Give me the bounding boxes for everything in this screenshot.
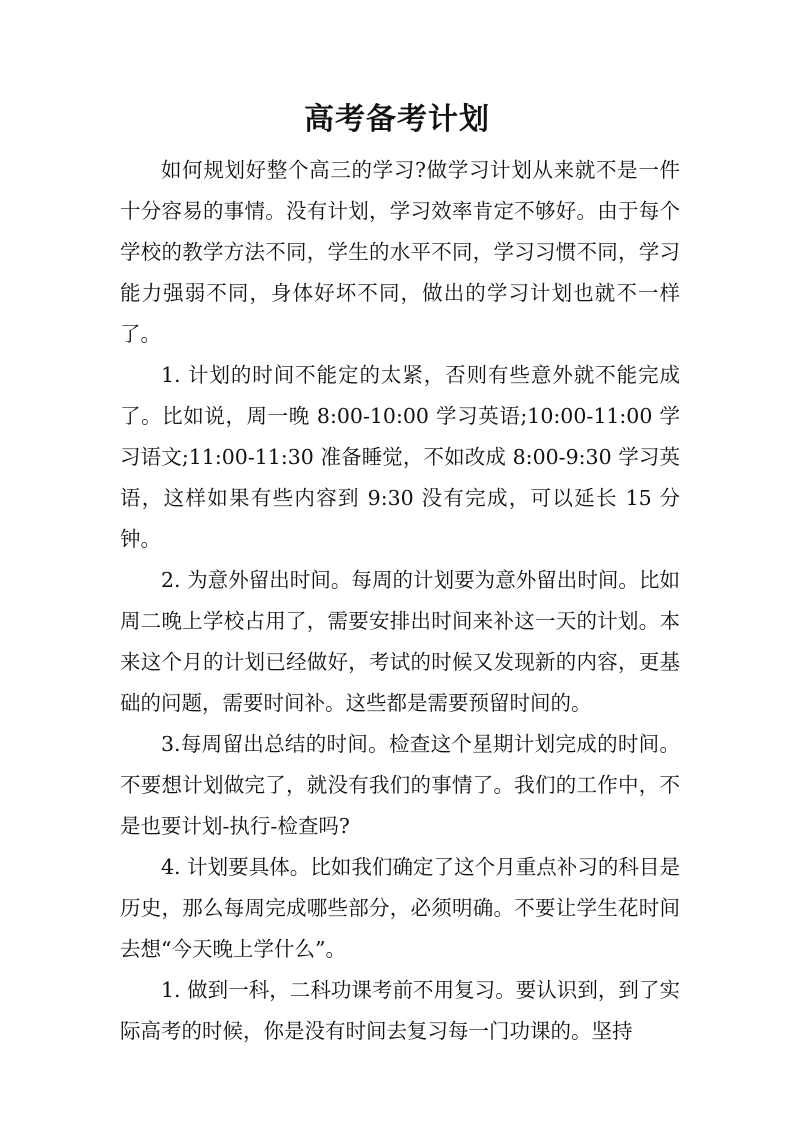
paragraph-spare-time: 2. 为意外留出时间。每周的计划要为意外留出时间。比如周二晚上学校占用了，需要安排出时间来补这一天的计划。本来这个月的计划已经做好，考试的时候又发现新的内容，更基础的问题，需要时间补。这些都是需要预留时间的。 xyxy=(120,568,680,715)
paragraph-specific-plan: 4. 计划要具体。比如我们确定了这个月重点补习的科目是历史，那么每周完成哪些部分，必须明确。不要让学生花时间去想“今天晚上学什么”。 xyxy=(120,855,680,961)
intro-paragraph: 如何规划好整个高三的学习?做学习计划从来就不是一件十分容易的事情。没有计划，学习效率肯定不够好。由于每个学校的教学方法不同，学生的水平不同，学习习惯不同，学习能力强弱不同，身体好坏不同，做出的学习计划也就不一样了。 xyxy=(120,158,680,346)
paragraph-subjects: 1. 做到一科，二科功课考前不用复习。要认识到，到了实际高考的时候，你是没有时间去复习每一门功课的。坚持 xyxy=(120,978,680,1043)
document-title: 高考备考计划 xyxy=(304,102,490,137)
paragraph-plan-time: 1. 计划的时间不能定的太紧，否则有些意外就不能完成了。比如说，周一晚 8:00-10:00 学习英语;10:00-11:00 学习语文;11:00-11:30 准备睡觉，不如改成 8:00-9:30 学习英语，这样如果有些内容到 9:30 没有完成，可以延长 15 分钟。 xyxy=(120,363,680,551)
paragraph-weekly-review: 3.每周留出总结的时间。检查这个星期计划完成的时间。不要想计划做完了，就没有我们的事情了。我们的工作中，不是也要计划-执行-检查吗? xyxy=(120,732,680,838)
document-body xyxy=(120,150,680,1052)
